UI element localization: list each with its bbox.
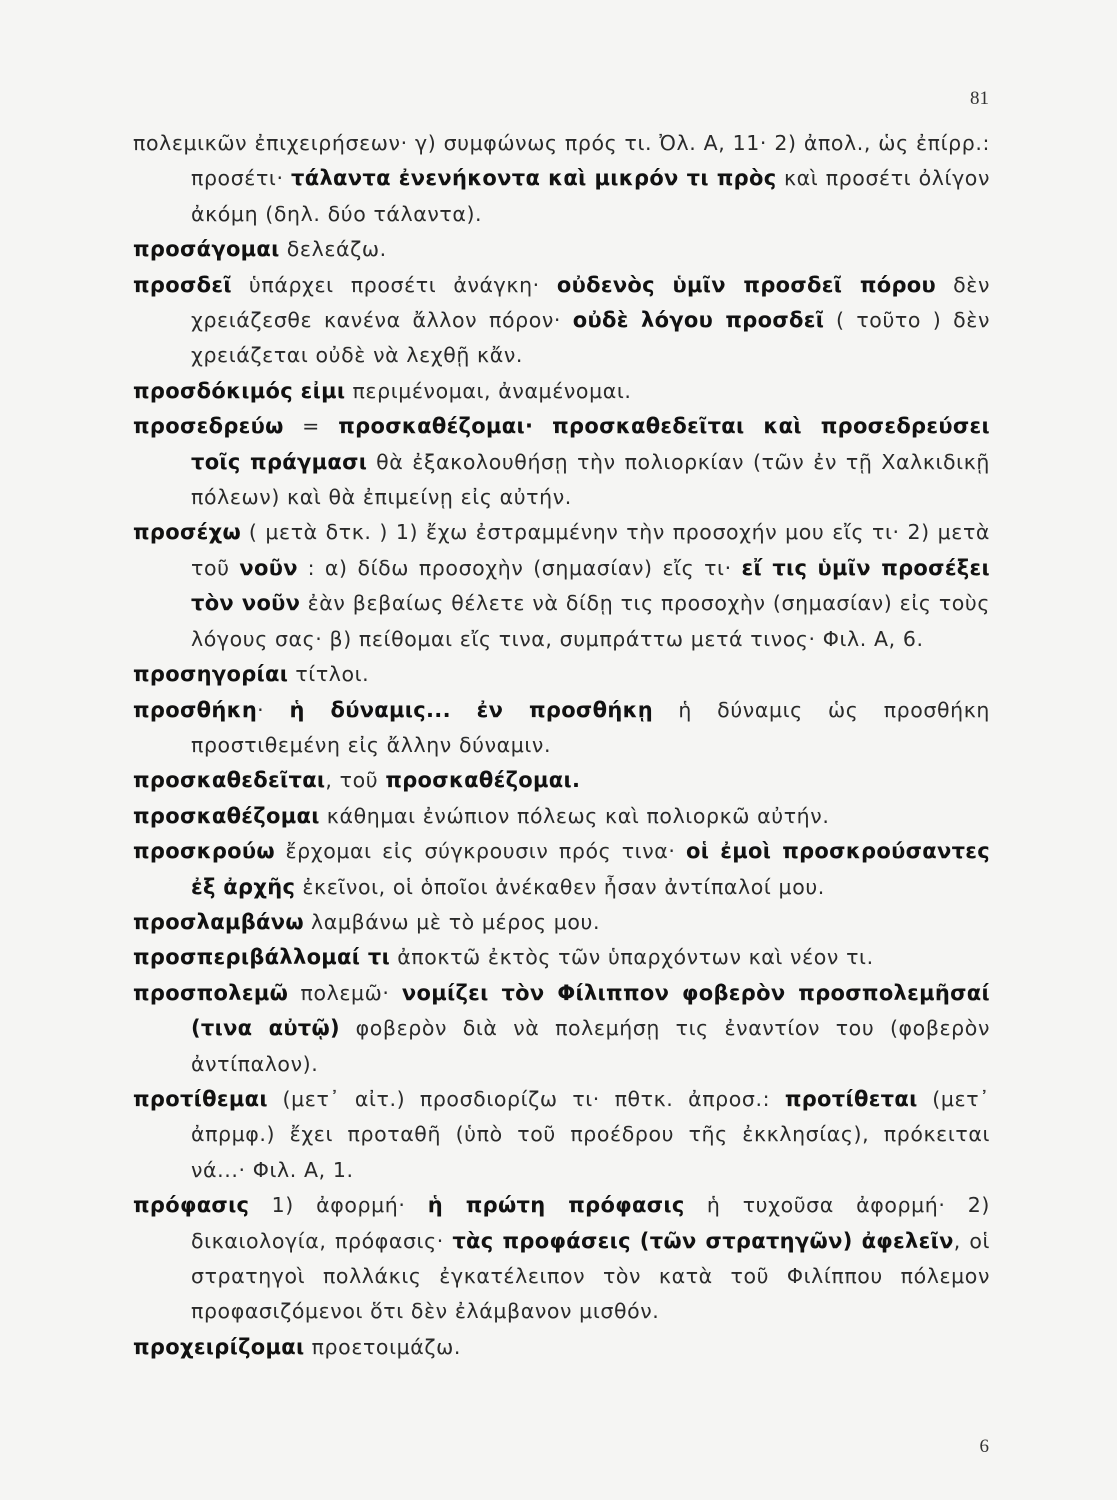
entry-headword: προχειρίζομαι — [133, 1334, 305, 1359]
dictionary-entry — [133, 905, 990, 940]
bold-citation: εἴ τις ὑμῖν προσέξει τὸν νοῦν — [191, 555, 990, 616]
dictionary-entries — [133, 126, 990, 1365]
entry-headword: προσέχω — [133, 520, 242, 545]
dictionary-entry — [133, 657, 990, 692]
definition-text: ἐκεῖνοι, οἱ ὁποῖοι ἀνέκαθεν ἦσαν ἀντίπαλοί μου. — [295, 874, 825, 899]
definition-text: 1) ἀφορμή· — [249, 1193, 428, 1218]
bold-citation: τάλαντα ἐνενήκοντα καὶ μικρόν τι πρὸς — [291, 166, 777, 191]
definition-text: θὰ ἐξακολουθήσῃ τὴν πολιορκίαν (τῶν ἐν τῇ Χαλκιδικῇ πόλεων) καὶ θὰ ἐπιμείνῃ εἰς αὐτήν. — [191, 449, 990, 510]
bold-citation: οἱ ἐμοὶ προσκρούσαντες ἐξ ἀρχῆς — [191, 839, 991, 899]
dictionary-entry — [133, 1330, 990, 1365]
definition-text: λαμβάνω μὲ τὸ μέρος μου. — [303, 909, 601, 934]
definition-text: ἡ τυχοῦσα ἀφορμή· 2) δικαιολογία, πρόφασις· — [191, 1193, 991, 1253]
definition-text: (μετ᾽ αἰτ.) προσδιορίζω τι· πθτκ. ἀπροσ.: — [267, 1086, 785, 1111]
bold-citation: προσκαθέζομαι· προσκαθεδεῖται καὶ προσεδρεύσει τοῖς πράγμασι — [191, 414, 990, 474]
sheet-signature-mark: 6 — [979, 1436, 989, 1457]
dictionary-entry — [133, 763, 990, 798]
definition-text: ἡ δύναμις ὡς προσθήκη προστιθεμένη εἰς ἄλλην δύναμιν. — [191, 697, 990, 757]
entry-headword: προσδεῖ — [133, 272, 232, 297]
dictionary-entry — [133, 232, 990, 267]
dictionary-entry — [133, 834, 990, 905]
definition-text: προετοιμάζω. — [304, 1334, 462, 1359]
definition-text: δὲν χρειάζεσθε κανένα ἄλλον πόρον· — [191, 272, 990, 333]
definition-text: περιμένομαι, ἀναμένομαι. — [345, 378, 632, 403]
bold-citation: νομίζει τὸν Φίλιππον φοβερὸν προσπολεμῆσαί (τινα αὐτῷ) — [191, 980, 991, 1041]
entry-headword: προσκαθέζομαι — [133, 803, 320, 828]
dictionary-entry — [133, 374, 990, 409]
dictionary-entry — [133, 1188, 990, 1330]
bold-citation: οὐδὲ λόγου προσδεῖ — [572, 308, 825, 333]
dictionary-entry — [133, 976, 990, 1082]
definition-text: δελεάζω. — [279, 237, 387, 262]
entry-headword: προσάγομαι — [133, 237, 280, 262]
entry-headword: προσηγορίαι — [133, 662, 289, 687]
entry-headword: προσδόκιμός εἰμι — [133, 378, 346, 403]
entry-headword: προσκρούω — [133, 839, 275, 864]
entry-headword: προσεδρεύω — [133, 414, 284, 439]
entry-headword: προσθήκη — [133, 697, 258, 722]
definition-text: , τοῦ — [325, 768, 386, 793]
definition-text: (μετ᾽ ἀπρμφ.) ἔχει προταθῆ (ὑπὸ τοῦ προέδρου τῆς ἐκκλησίας), πρόκειται νά...· Φιλ. Α, 1. — [191, 1086, 990, 1182]
entry-headword: προσπολεμῶ — [133, 980, 289, 1005]
definition-text: ἐὰν βεβαίως θέλετε νὰ δίδῃ τις προσοχὴν (σημασίαν) εἰς τοὺς λόγους σας· β) πείθομαι εἴς τινα, συμπράττω μετά τινος· Φιλ. Α, 6. — [191, 591, 990, 651]
entry-headword: προσπεριβάλλομαί τι — [133, 945, 391, 970]
definition-text: · — [257, 697, 290, 722]
dictionary-entry — [133, 940, 990, 975]
definition-text: πολεμικῶν ἐπιχειρήσεων· γ) συμφώνως πρός τι. Ὀλ. Α, 11· 2) ἀπολ., ὡς ἐπίρρ.: προσέτι· — [133, 131, 990, 191]
definition-text: ἀποκτῶ ἐκτὸς τῶν ὑπαρχόντων καὶ νέον τι. — [390, 945, 874, 970]
dictionary-entry — [133, 409, 990, 515]
dictionary-entry — [133, 693, 990, 764]
bold-citation: προτίθεται — [784, 1086, 918, 1111]
definition-text: ( μετὰ δτκ. ) 1) ἔχω ἐστραμμένην τὴν προσοχήν μου εἴς τι· 2) μετὰ τοῦ — [191, 520, 990, 580]
definition-text: : α) δίδω προσοχὴν (σημασίαν) εἴς τι· — [297, 555, 742, 580]
bold-citation: νοῦν — [239, 555, 298, 580]
definition-text: τίτλοι. — [288, 662, 370, 687]
definition-text: ἔρχομαι εἰς σύγκρουσιν πρός τινα· — [274, 839, 687, 864]
definition-text: φοβερὸν διὰ νὰ πολεμήσῃ τις ἐναντίον του (φοβερὸν ἀντίπαλον). — [191, 1016, 990, 1076]
definition-text: καὶ προσέτι ὀλίγον ἀκόμη (δηλ. δύο τάλαντα). — [191, 166, 990, 226]
dictionary-entry — [133, 799, 990, 834]
dictionary-entry — [133, 515, 990, 657]
page-number: 81 — [970, 88, 989, 109]
bold-citation: ἡ δύναμις... ἐν προσθήκῃ — [289, 697, 654, 722]
bold-citation: προσκαθέζομαι. — [385, 768, 581, 793]
bold-citation: τὰς προφάσεις (τῶν στρατηγῶν) ἀφελεῖν — [452, 1228, 954, 1253]
definition-text: ὑπάρχει προσέτι ἀνάγκη· — [231, 272, 557, 297]
bold-citation: ἡ πρώτη πρόφασις — [427, 1193, 685, 1218]
definition-text: κάθημαι ἐνώπιον πόλεως καὶ πολιορκῶ αὐτήν. — [319, 803, 830, 828]
entry-headword: προτίθεμαι — [133, 1086, 268, 1111]
entry-headword: προσκαθεδεῖται — [133, 768, 326, 793]
dictionary-entry — [133, 1082, 990, 1188]
dictionary-entry — [133, 126, 990, 232]
definition-text: ( τοῦτο ) δὲν χρειάζεται οὐδὲ νὰ λεχθῇ κἄν. — [191, 308, 991, 368]
dictionary-entry — [133, 268, 990, 374]
definition-text: = — [283, 414, 339, 439]
bold-citation: οὐδενὸς ὑμῖν προσδεῖ πόρου — [556, 272, 937, 297]
entry-headword: πρόφασις — [133, 1193, 250, 1218]
definition-text: , οἱ στρατηγοὶ πολλάκις ἐγκατέλειπον τὸν κατὰ τοῦ Φιλίππου πόλεμον προφασιζόμενοι ὅτι δὲν ἐλάμβανον μισθόν. — [191, 1228, 990, 1324]
definition-text: πολεμῶ· — [288, 980, 402, 1005]
entry-headword: προσλαμβάνω — [133, 909, 304, 934]
